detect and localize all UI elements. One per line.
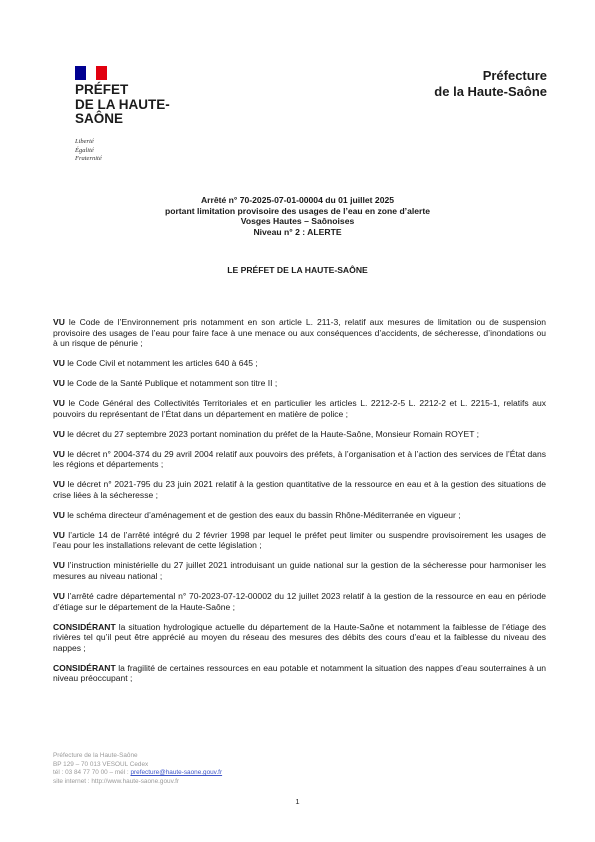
footer-phone: tél : 03 84 77 70 00 – mél : (53, 769, 131, 777)
visa-text: le Code de la Santé Publique et notamment son titre II ; (64, 378, 278, 389)
flag-blue-band (75, 66, 86, 80)
visa-text: le décret du 27 septembre 2023 portant nomination du préfet de la Haute-Saône, Monsieur Romain ROYET ; (64, 428, 480, 439)
visa-lead: VU (53, 529, 65, 540)
footer-address-postal: BP 129 – 70 013 VESOUL Cedex (53, 760, 149, 768)
motto-liberte: Liberté (75, 138, 94, 145)
visa-paragraph (53, 591, 546, 612)
visa-lead: VU (53, 428, 65, 439)
visa-lead: VU (53, 398, 65, 409)
visa-paragraph (53, 317, 546, 349)
considerant-text: la situation hydrologique actuelle du département de la Haute-Saône et notamment la faiblesse de l’étiage des rivières tel qu’il peut être apprécié au moyen du réseau des mesures des débits des cours d’eau et la faiblesse du niveau des nappes ; (53, 621, 546, 653)
motto-fraternite: Fraternité (75, 155, 102, 162)
visa-paragraph (53, 358, 546, 369)
visa-text: l’arrêté cadre départemental n° 70-2023-07-12-00002 du 12 juillet 2023 relatif à la gestion de la ressource en eau en période d’étiage sur le département de la Haute-Saône ; (53, 591, 546, 612)
arrete-subject: portant limitation provisoire des usages de l’eau en zone d’alerte (164, 205, 431, 216)
visa-lead: VU (53, 479, 65, 490)
considerant-paragraph (53, 663, 546, 684)
visa-lead: VU (53, 317, 65, 327)
flag-red-band (96, 66, 107, 80)
document-main-title: LE PRÉFET DE LA HAUTE-SAÔNE (227, 265, 368, 275)
visa-lead: VU (53, 509, 65, 520)
arrete-zone: Vosges Hautes – Saônoises (240, 216, 355, 227)
visa-text: le décret n° 2021-795 du 23 juin 2021 relatif à la gestion quantitative de la ressource en eau et à la gestion des situations de crise liées à la sécheresse ; (53, 479, 546, 500)
visa-text: le Code de l’Environnement pris notamment en son article L. 211-3, relatif aux mesures de limitation ou de suspension provisoire des usages de l’eau pour faire face à une menace ou aux conséquences d’accidents, de sécheresse, d’inondations ou à un risque de pénurie ; (53, 317, 546, 349)
visa-text: le décret n° 2004-374 du 29 avril 2004 relatif aux pouvoirs des préfets, à l’organisation et à l’action des services de l’État dans les régions et départements ; (53, 448, 546, 470)
visa-paragraph (53, 560, 546, 581)
visa-lead: VU (53, 560, 65, 571)
considerant-text: la fragilité de certaines ressources en eau potable et notamment la situation des nappes d’eau souterraines à un niveau préoccupant ; (53, 662, 546, 684)
motto-egalite: Égalité (75, 146, 94, 154)
visa-paragraph (53, 398, 546, 419)
visa-paragraph (53, 429, 546, 440)
prefecture-line: de la Haute-Saône (434, 84, 547, 99)
prefet-line: SAÔNE (75, 111, 124, 126)
visa-paragraph (53, 530, 546, 551)
page-number: 1 (295, 797, 300, 806)
considerant-lead: CONSIDÉRANT (53, 662, 116, 673)
visa-text: le schéma directeur d’aménagement et de gestion des eaux du bassin Rhône-Méditerranée en vigueur ; (64, 509, 461, 520)
republic-motto (75, 138, 102, 164)
flag-white-band (86, 66, 97, 80)
considerant-lead: CONSIDÉRANT (53, 621, 116, 632)
french-flag-logo (75, 66, 107, 80)
prefecture-header (434, 68, 547, 100)
document-body (53, 317, 546, 693)
page-footer (53, 752, 222, 786)
arrete-title-block (0, 195, 595, 237)
considerant-paragraph (53, 622, 546, 654)
visa-lead: VU (53, 358, 65, 369)
visa-paragraph (53, 510, 546, 521)
visa-lead: VU (53, 378, 65, 389)
visa-text: l’instruction ministérielle du 27 juillet 2021 introduisant un guide national sur la gestion de la sécheresse pour harmoniser les mesures au niveau national ; (53, 560, 546, 582)
prefet-line: DE LA HAUTE- (75, 96, 170, 112)
visa-paragraph (53, 479, 546, 500)
prefet-line: PRÉFET (75, 82, 129, 97)
visa-text: le Code Général des Collectivités Territoriales et en particulier les articles L. 2212-2-5 L. 2212-2 et L. 2215-1, relatifs aux pouvoirs du représentant de l’État dans un département en matière de police ; (53, 398, 546, 419)
visa-paragraph (53, 378, 546, 389)
visa-paragraph (53, 449, 546, 470)
arrete-number: Arrêté n° 70-2025-07-01-00004 du 01 juillet 2025 (200, 195, 395, 205)
visa-lead: VU (53, 591, 65, 601)
footer-email-link[interactable]: prefecture@haute-saone.gouv.fr (130, 769, 223, 777)
prefecture-line: Préfecture (482, 68, 547, 83)
arrete-level: Niveau n° 2 : ALERTE (253, 226, 342, 237)
visa-text: l’article 14 de l’arrêté intégré du 2 février 1998 par lequel le préfet peut limiter ou suspendre provisoirement les usages de l’eau pour les installations relevant de cette législation ; (53, 529, 546, 551)
footer-website[interactable]: site internet : http://www.haute-saone.gouv.fr (53, 777, 179, 785)
footer-contact (53, 769, 222, 778)
prefet-marianne-block (75, 83, 170, 127)
footer-address-name: Préfecture de la Haute-Saône (53, 752, 138, 759)
visa-text: le Code Civil et notamment les articles 640 à 645 ; (64, 358, 258, 369)
visa-lead: VU (53, 448, 65, 459)
